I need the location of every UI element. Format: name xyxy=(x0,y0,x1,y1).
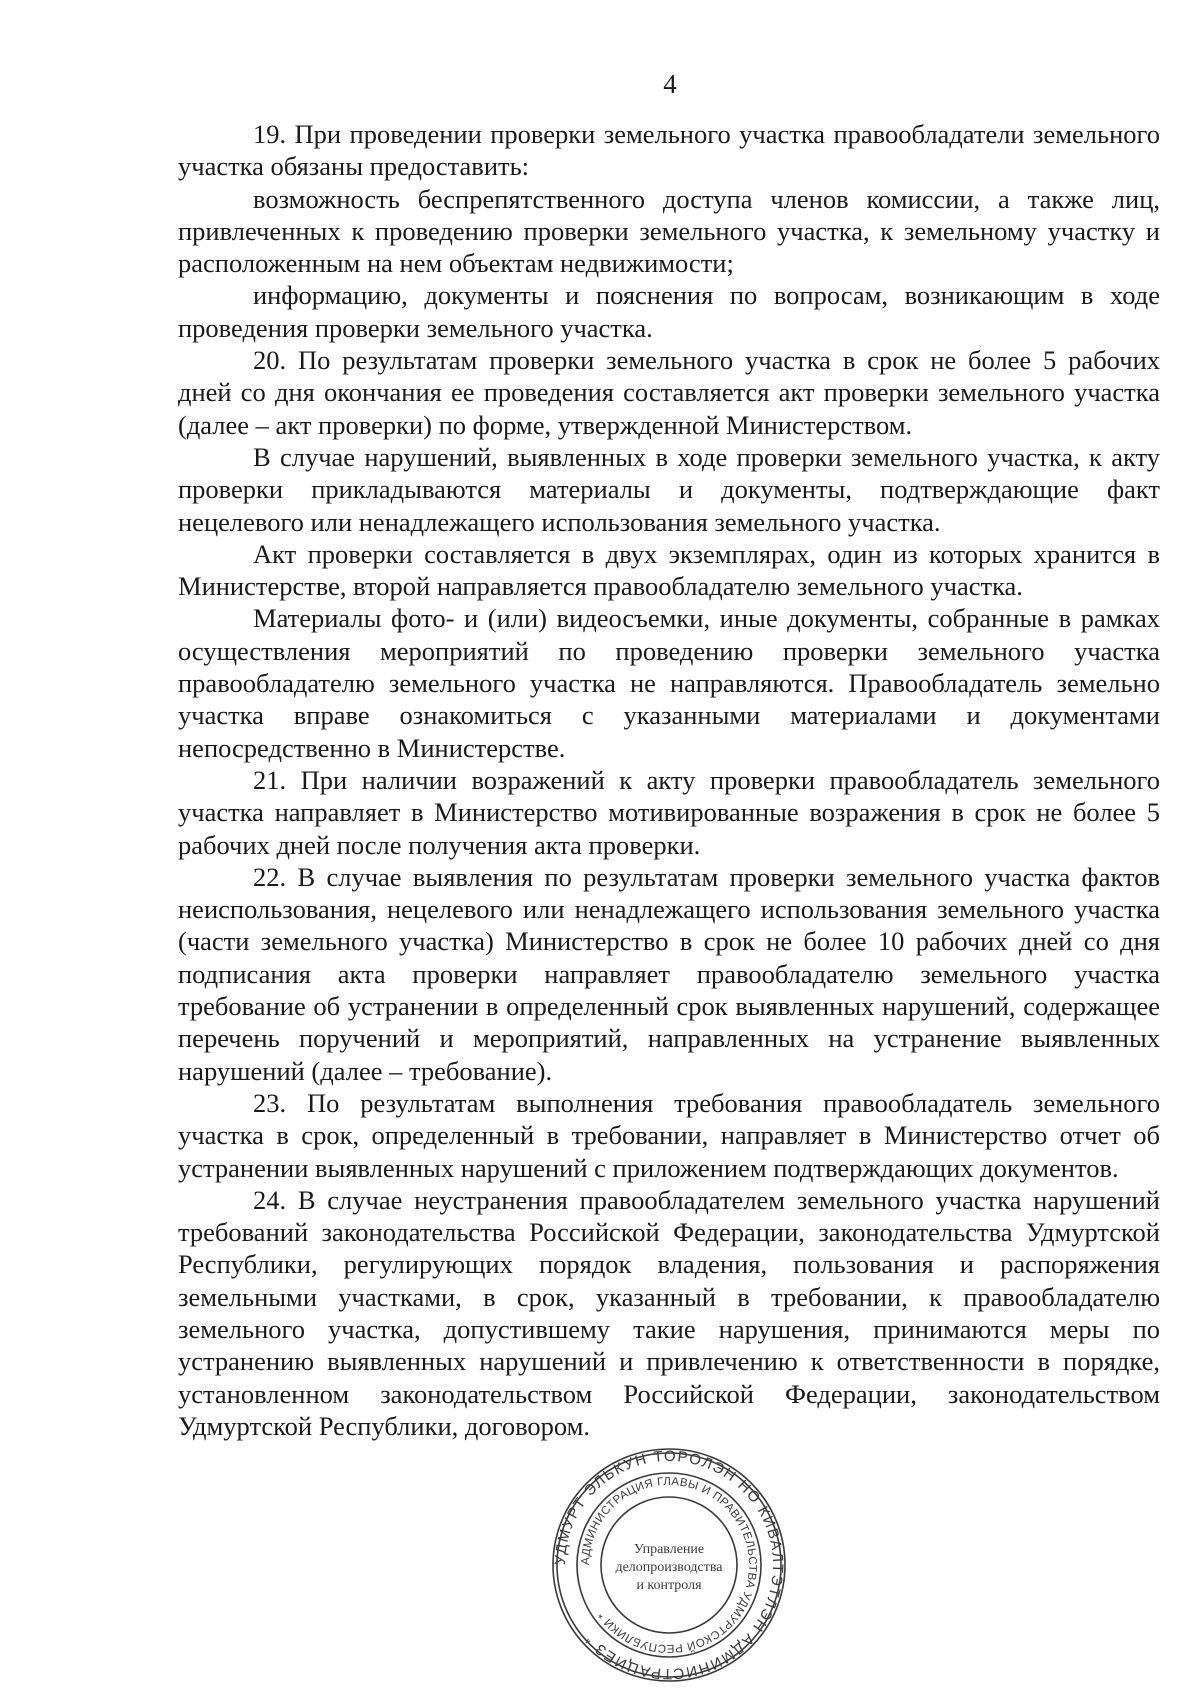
paragraph-19: 19. При проведении проверки земельного участка правообладатели земельного участка обязаны предоставить: xyxy=(178,119,1160,182)
paragraph-20: 20. По результатам проверки земельного участка в срок не более 5 рабочих дней со дня окончания ее проведения составляется акт проверки земельного участка (далее – акт проверки) по форме, утвержденной Министерством. xyxy=(178,345,1160,440)
stamp-center-line-3: и контроля xyxy=(636,1578,702,1593)
paragraph-19-item-access: возможность беспрепятственного доступа членов комиссии, а также лиц, привлеченных к проведению проверки земельного участка, к земельному участку и расположенным на нем объектам недвижимости; xyxy=(178,183,1160,279)
paragraph-23: 23. По результатам выполнения требования правообладатель земельного участка в срок, определенный в требовании, направляет в Министерство отчет об устранении выявленных нарушений с приложением подтверждающих документов. xyxy=(178,1087,1160,1183)
paragraph-24: 24. В случае неустранения правообладателем земельного участка нарушений требований законодательства Российской Федерации, законодательства Удмуртской Республики, регулирующих порядок владения, пользования и распоряжения земельными участками, в срок, указанный в требовании, к правообладателю земельного участка, допустившему такие нарушения, принимаются меры по устранению выявленных нарушений и привлечению к ответственности в порядке, установленном законодательством Российской Федерации, законодательством Удмуртской Республики, договором. xyxy=(178,1184,1160,1441)
stamp-inner-text: АДМИНИСТРАЦИЯ ГЛАВЫ И ПРАВИТЕЛЬСТВА УДМУРТСКОЙ РЕСПУБЛИКИ * xyxy=(579,1475,759,1655)
page-number: 4 xyxy=(663,69,677,99)
paragraph-20-copies: Акт проверки составляется в двух экземплярах, один из которых хранится в Министерстве, второй направляется правообладателю земельного участка. xyxy=(178,538,1160,602)
document-body xyxy=(178,118,1160,1442)
stamp-center-line-2: делопроизводства xyxy=(615,1560,723,1575)
paragraph-22: 22. В случае выявления по результатам проверки земельного участка фактов неиспользования, нецелевого или ненадлежащего использования земельного участка (части земельного участка) Министерство в срок не более 10 рабочих дней со дня подписания акта проверки направляет правообладателю земельного участка требование об устранении в определенный срок выявленных нарушений, содержащее перечень поручений и мероприятий, направленных на устранение выявленных нарушений (далее – требование). xyxy=(178,861,1160,1086)
paragraph-20-materials: Материалы фото- и (или) видеосъемки, иные документы, собранные в рамках осуществления мероприятий по проведению проверки земельного участка правообладателю земельного участка не направляются. Правообладатель земельно участка вправе ознакомиться с указанными материалами и документами непосредственно в Министерстве. xyxy=(178,603,1160,763)
stamp-center-line-1: Управление xyxy=(633,1542,705,1557)
paragraph-21: 21. При наличии возражений к акту проверки правообладатель земельного участка направляет в Министерство мотивированные возражения в срок не более 5 рабочих дней после получения акта проверки. xyxy=(178,764,1160,860)
official-stamp xyxy=(549,1445,789,1685)
paragraph-20-violations: В случае нарушений, выявленных в ходе проверки земельного участка, к акту проверки прикладываются материалы и документы, подтверждающие факт нецелевого или ненадлежащего использования земельного участка. xyxy=(178,441,1160,537)
stamp-outer-text: УДМУРТ ЭЛЬКУН ТОРОЛЭН НО КИВАЛТЭТЛЭН АДМИНИСТРАЦИЕЗ * xyxy=(551,1447,787,1683)
paragraph-19-item-information: информацию, документы и пояснения по вопросам, возникающим в ходе проведения проверки земельного участка. xyxy=(178,280,1160,343)
